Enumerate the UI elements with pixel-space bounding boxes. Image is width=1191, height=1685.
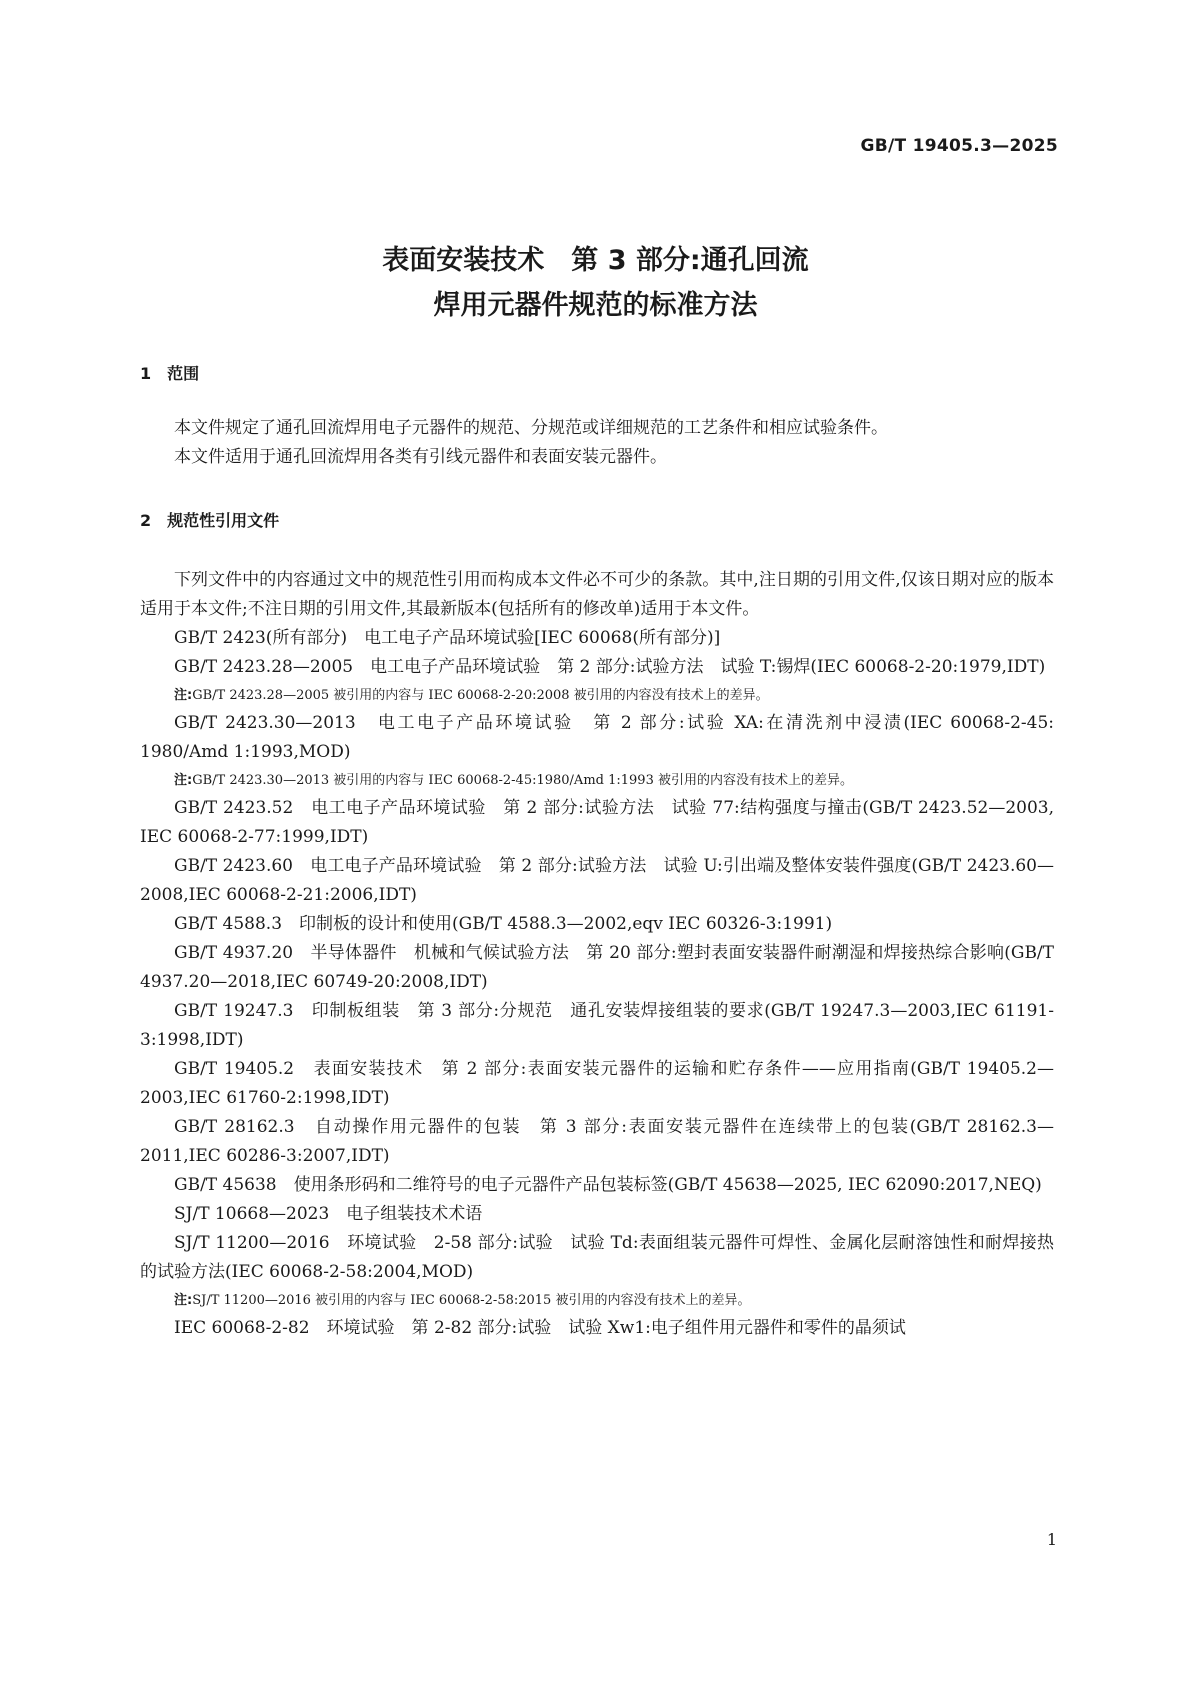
section-1-body <box>140 414 1054 472</box>
reference-note <box>140 1287 1054 1314</box>
reference-item: IEC 60068-2-82 环境试验 第 2-82 部分:试验 试验 Xw1:电子组件用元器件和零件的晶须试 <box>174 1318 906 1338</box>
note-label: 注: <box>174 688 193 703</box>
title-line-2: 焊用元器件规范的标准方法 <box>433 290 758 321</box>
title-line-1: 表面安装技术 第 3 部分:通孔回流 <box>382 245 809 276</box>
section-1-paragraph-2: 本文件适用于通孔回流焊用各类有引线元器件和表面安装元器件。 <box>174 447 667 467</box>
section-2-intro: 下列文件中的内容通过文中的规范性引用而构成本文件必不可少的条款。其中,注日期的引用文件,仅该日期对应的版本适用于本文件;不注日期的引用文件,其最新版本(包括所有的修改单)适用于本文件。 <box>140 570 1054 619</box>
note-text: GB/T 2423.30—2013 被引用的内容与 IEC 60068-2-45:1980/Amd 1:1993 被引用的内容没有技术上的差异。 <box>192 773 853 788</box>
reference-item: SJ/T 10668—2023 电子组装技术术语 <box>174 1204 483 1224</box>
section-1-heading: 1 范围 <box>140 364 200 383</box>
note-label: 注: <box>174 773 193 788</box>
reference-item: GB/T 2423.30—2013 电工电子产品环境试验 第 2 部分:试验 XA:在清洗剂中浸渍(IEC 60068-2-45: 1980/Amd 1:1993,MOD) <box>140 713 1054 762</box>
standard-number: GB/T 19405.3—2025 <box>860 136 1058 156</box>
reference-item: GB/T 2423.28—2005 电工电子产品环境试验 第 2 部分:试验方法 试验 T:锡焊(IEC 60068-2-20:1979,IDT) <box>174 657 1046 677</box>
note-text: GB/T 2423.28—2005 被引用的内容与 IEC 60068-2-20:2008 被引用的内容没有技术上的差异。 <box>192 688 769 703</box>
page-number: 1 <box>1046 1530 1057 1549</box>
reference-item: GB/T 45638 使用条形码和二维符号的电子元器件产品包装标签(GB/T 45638—2025, IEC 62090:2017,NEQ) <box>174 1175 1042 1195</box>
reference-item: GB/T 2423(所有部分) 电工电子产品环境试验[IEC 60068(所有部分)] <box>174 628 721 648</box>
document-title <box>0 238 1191 328</box>
reference-note <box>140 767 1054 794</box>
reference-item: GB/T 4937.20 半导体器件 机械和气候试验方法 第 20 部分:塑封表面安装器件耐潮湿和焊接热综合影响(GB/T 4937.20—2018,IEC 60749-20:2008,IDT) <box>140 943 1054 992</box>
reference-item: GB/T 28162.3 自动操作用元器件的包装 第 3 部分:表面安装元器件在连续带上的包装(GB/T 28162.3—2011,IEC 60286-3:2007,IDT) <box>140 1117 1054 1166</box>
reference-item: GB/T 19247.3 印制板组装 第 3 部分:分规范 通孔安装焊接组装的要求(GB/T 19247.3—2003,IEC 61191-3:1998,IDT) <box>140 1001 1054 1050</box>
reference-item: GB/T 2423.52 电工电子产品环境试验 第 2 部分:试验方法 试验 77:结构强度与撞击(GB/T 2423.52—2003, IEC 60068-2-77:1999,IDT) <box>140 798 1054 847</box>
section-2-heading: 2 规范性引用文件 <box>140 511 280 530</box>
reference-item: GB/T 4588.3 印制板的设计和使用(GB/T 4588.3—2002,eqv IEC 60326-3:1991) <box>174 914 833 934</box>
reference-item: SJ/T 11200—2016 环境试验 2-58 部分:试验 试验 Td:表面组装元器件可焊性、金属化层耐溶蚀性和耐焊接热的试验方法(IEC 60068-2-58:2004,MOD) <box>140 1233 1054 1282</box>
note-label: 注: <box>174 1293 193 1308</box>
reference-item: GB/T 19405.2 表面安装技术 第 2 部分:表面安装元器件的运输和贮存条件——应用指南(GB/T 19405.2—2003,IEC 61760-2:1998,IDT) <box>140 1059 1054 1108</box>
section-2-body <box>140 566 1054 1343</box>
note-text: SJ/T 11200—2016 被引用的内容与 IEC 60068-2-58:2015 被引用的内容没有技术上的差异。 <box>192 1293 751 1308</box>
section-1-paragraph-1: 本文件规定了通孔回流焊用电子元器件的规范、分规范或详细规范的工艺条件和相应试验条件。 <box>174 418 888 438</box>
reference-item: GB/T 2423.60 电工电子产品环境试验 第 2 部分:试验方法 试验 U:引出端及整体安装件强度(GB/T 2423.60—2008,IEC 60068-2-21:2006,IDT) <box>140 856 1054 905</box>
reference-note <box>140 682 1054 709</box>
